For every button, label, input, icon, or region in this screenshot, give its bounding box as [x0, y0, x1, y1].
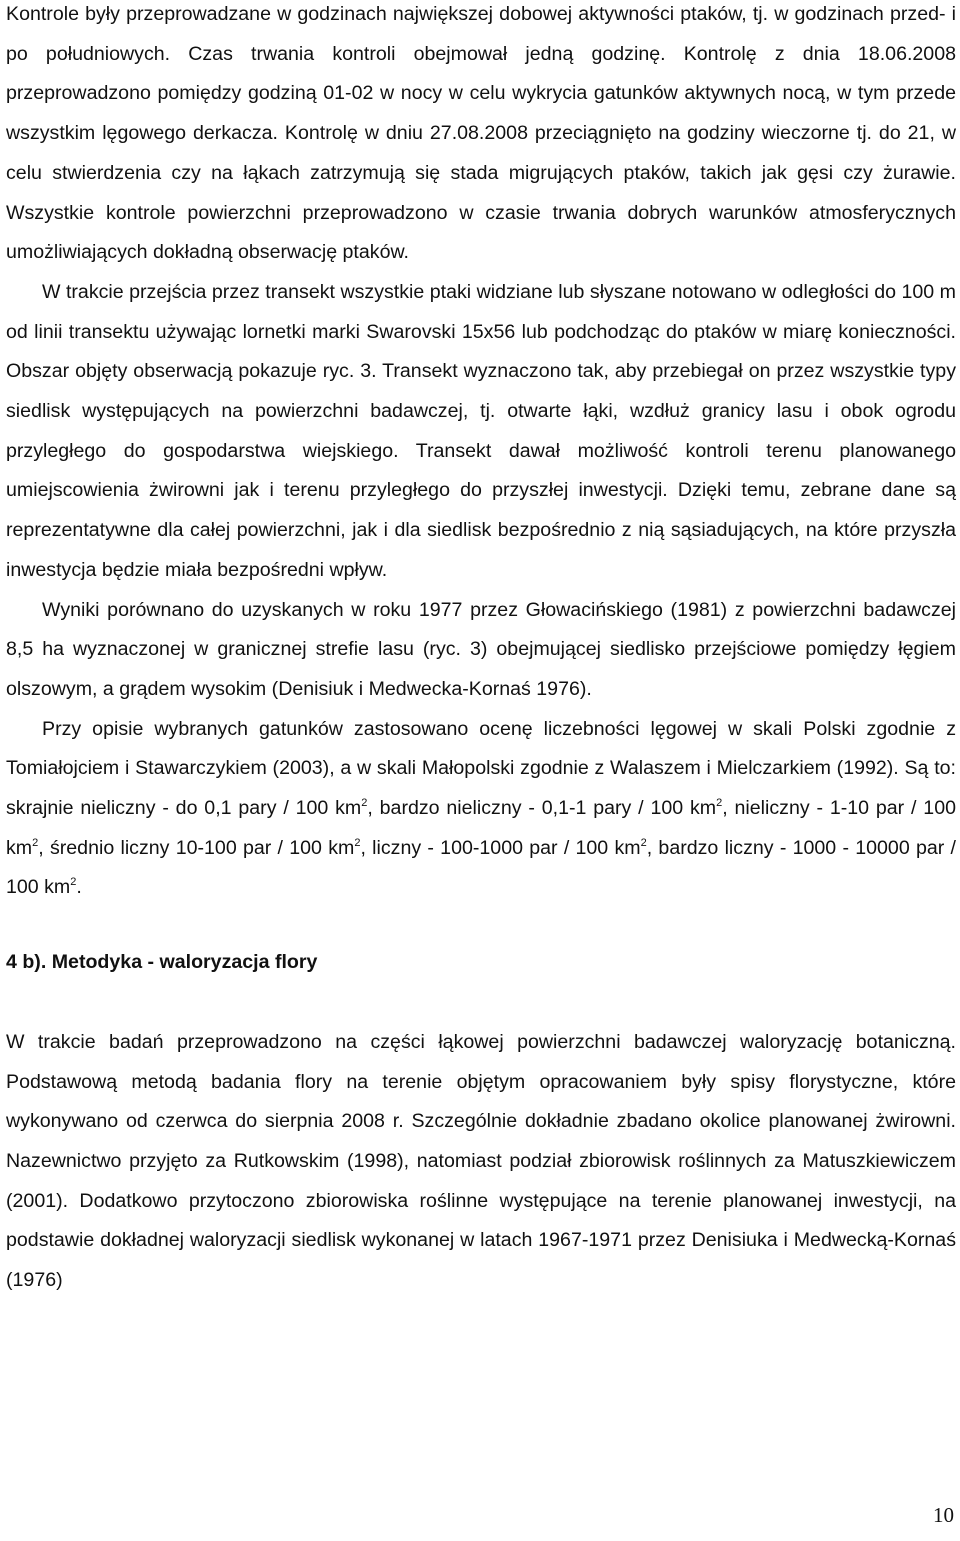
abundance-text-7: . — [76, 876, 82, 899]
abundance-text-3: , nieliczny - 1-10 par / 100 km — [6, 797, 956, 859]
paragraph-abundance-scale — [6, 710, 956, 909]
superscript-2: 2 — [361, 797, 368, 810]
section-heading: 4 b). Metodyka - waloryzacja flory — [6, 951, 318, 974]
abundance-text-5: , liczny - 100-1000 par / 100 km — [360, 836, 641, 859]
superscript-2: 2 — [32, 836, 39, 849]
superscript-2: 2 — [716, 797, 723, 810]
paragraph-flora-method: W trakcie badań przeprowadzono na części łąkowej powierzchni badawczej waloryzację botaniczną. Podstawową metodą badania flory na terenie objętym opracowaniem były spisy florystyczne, które wykonywano od czerwca do sierpnia 2008 r. Szczególnie dokładnie zbadano okolice planowanej żwirowni. Nazewnictwo przyjęto za Rutkowskim (1998), natomiast podział zbiorowisk roślinnych za Matuszkiewiczem (2001). Dodatkowo przytoczono zbiorowiska roślinne występujące na terenie planowanej inwestycji, na podstawie dokładnej waloryzacji siedlisk wykonanej w latach 1967-1971 przez Denisiuka i Medwecką-Kornaś (1976) — [6, 1030, 956, 1292]
page-number: 10 — [933, 1503, 954, 1527]
abundance-text-1: Przy opisie wybranych gatunków zastosowano ocenę liczebności lęgowej w skali Polski zgodnie z Tomiałojciem i Stawarczykiem (2003), a w skali Małopolski zgodnie z Walaszem i Mielczarkiem (1992). Są to: skrajnie nieliczny - do 0,1 pary / 100 km — [6, 717, 956, 820]
superscript-2: 2 — [354, 836, 361, 849]
document-page — [6, 0, 956, 1301]
abundance-text-4: , średnio liczny 10-100 par / 100 km — [38, 836, 355, 859]
paragraph-bird-surveys: Kontrole były przeprowadzane w godzinach największej dobowej aktywności ptaków, tj. w godzinach przed- i po południowych. Czas trwania kontroli obejmował jedną godzinę. Kontrolę z dnia 18.06.2008 przeprowadzono pomiędzy godziną 01-02 w nocy w celu wykrycia gatunków aktywnych nocą, w tym przede wszystkim lęgowego derkacza. Kontrolę w dniu 27.08.2008 przeciągnięto na godziny wieczorne tj. do 21, w celu stwierdzenia czy na łąkach zatrzymują się stada migrujących ptaków, takich jak gęsi czy żurawie. Wszystkie kontrole powierzchni przeprowadzono w czasie trwania dobrych warunków atmosferycznych umożliwiających dokładną obserwację ptaków. — [6, 3, 956, 264]
abundance-text-6: , bardzo liczny - 1000 - 10000 par / 100 km — [6, 836, 956, 899]
superscript-2: 2 — [70, 876, 77, 889]
paragraph-results-comparison: Wyniki porównano do uzyskanych w roku 1977 przez Głowacińskiego (1981) z powierzchni badawczej 8,5 ha wyznaczonej w granicznej strefie lasu (ryc. 3) obejmującej siedlisko przejściowe pomiędzy łęgiem olszowym, a grądem wysokim (Denisiuk i Medwecka-Kornaś 1976). — [6, 598, 956, 700]
paragraph-transect-method: W trakcie przejścia przez transekt wszystkie ptaki widziane lub słyszane notowano w odległości do 100 m od linii transektu używając lornetki marki Swarovski 15x56 lub podchodząc do ptaków w miarę konieczności. Obszar objęty obserwacją pokazuje ryc. 3. Transekt wyznaczono tak, aby przebiegał on przez wszystkie typy siedlisk występujących na powierzchni badawczej, tj. otwarte łąki, wzdłuż granicy lasu i obok ogrodu przyległego do gospodarstwa wiejskiego. Transekt dawał możliwość kontroli terenu planowanego umiejscowienia żwirowni jak i terenu przyległego do przyszłej inwestycji. Dzięki temu, zebrane dane są reprezentatywne dla całej powierzchni, jak i dla siedlisk bezpośrednio z nią sąsiadujących, na które przyszła inwestycja będzie miała bezpośredni wpływ. — [6, 280, 956, 581]
superscript-2: 2 — [640, 836, 647, 849]
abundance-text-2: , bardzo nieliczny - 0,1-1 pary / 100 km — [367, 797, 717, 820]
